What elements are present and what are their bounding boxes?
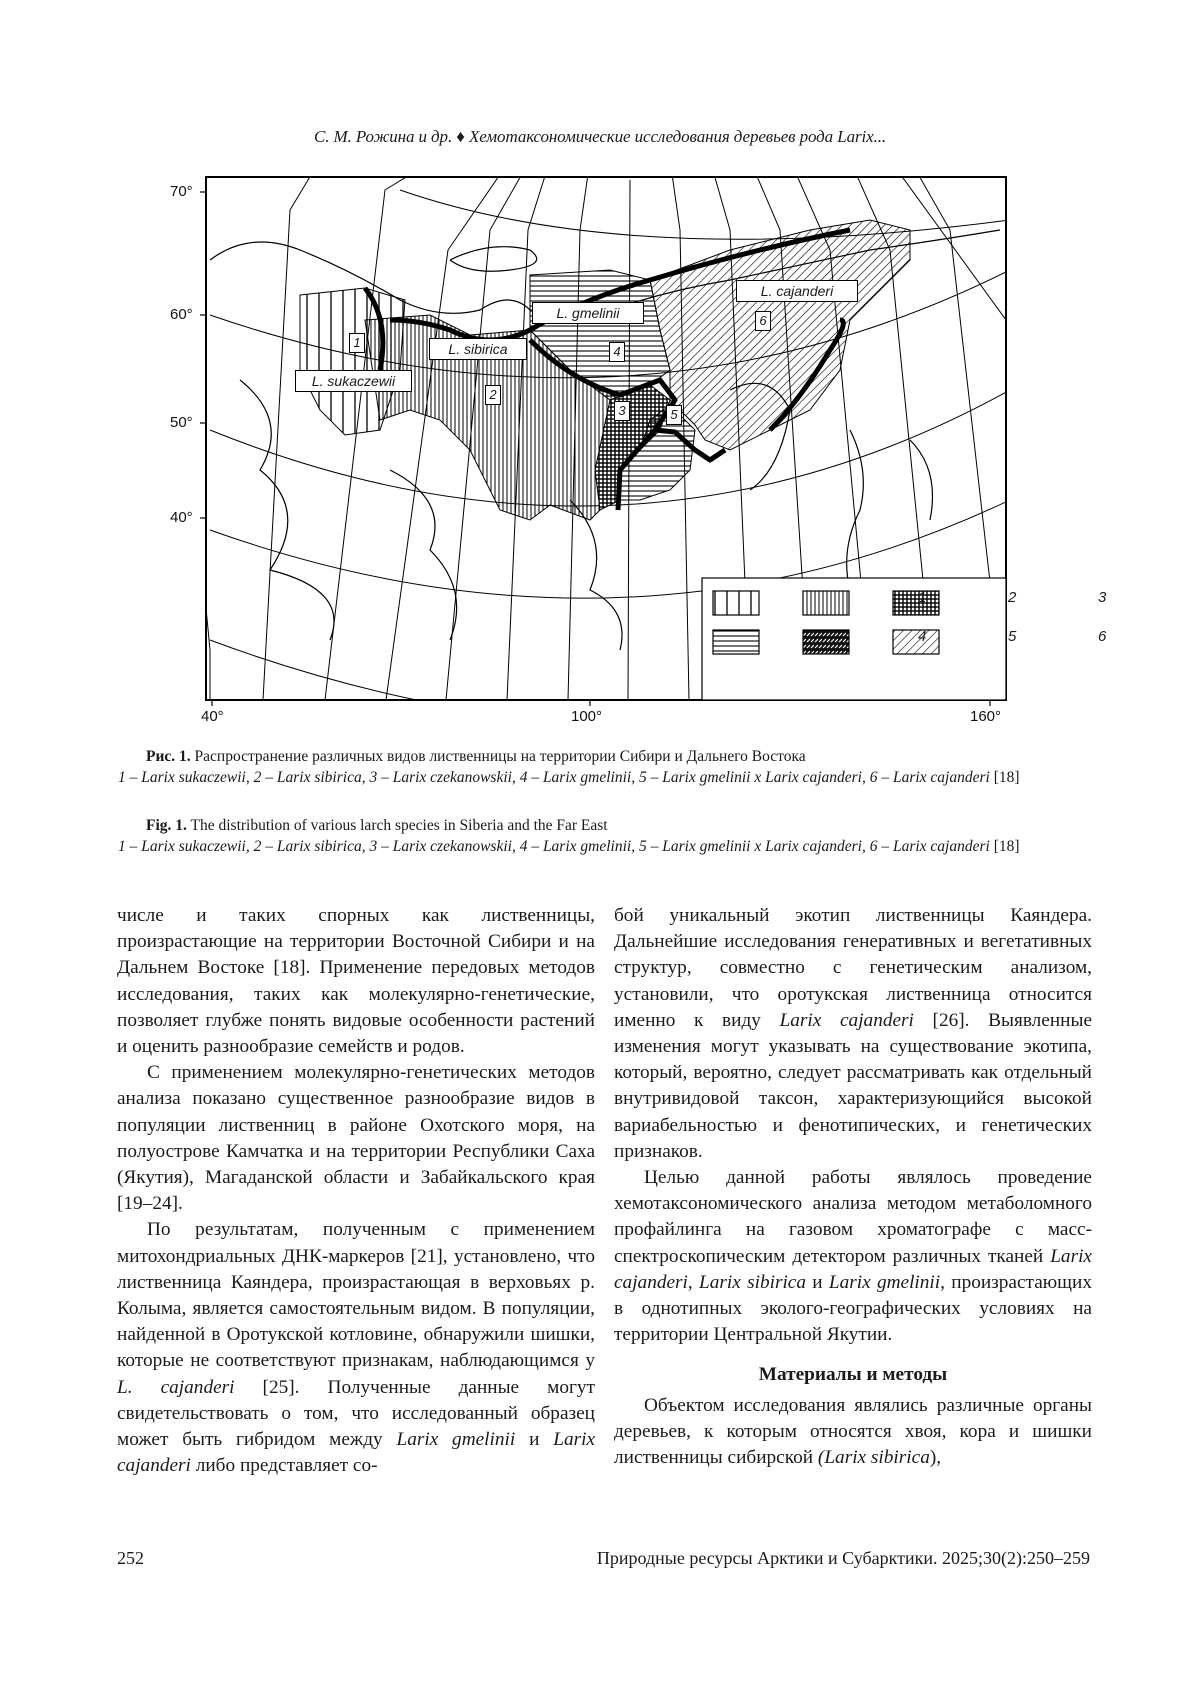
map-svg — [150, 170, 1050, 725]
species-name: Larix cajanderi — [614, 1245, 1092, 1293]
area-number-1: 1 — [349, 333, 365, 353]
region-label-sukaczewii: L. sukaczewii — [295, 370, 412, 392]
area-number-6: 6 — [755, 311, 771, 331]
text-run: Целью данной работы являлось проведение хемотаксономического анализа методом метаболомного профайлинга на газовом хроматографе с масс-спектроскопическим детектором различных тканей — [614, 1167, 1092, 1267]
legend — [702, 578, 1006, 700]
paragraph — [614, 1165, 1092, 1348]
legend-label-5: 5 — [1008, 628, 1017, 645]
legend-swatch-5 — [803, 630, 849, 654]
text-run: либо представляет со- — [190, 1455, 378, 1477]
text-run: бой уникальный экотип лиственницы Каяндера. Дальнейшие исследования генеративных и вегетативных структур, совместно с генетическим анализом, установили, что оротукская лиственница относится именно к виду — [614, 905, 1092, 1031]
area-number-5: 5 — [666, 405, 682, 425]
caption-ru-ref: [18] — [993, 769, 1020, 786]
caption-ru-title-line — [118, 746, 1088, 767]
body-column-right — [614, 903, 1092, 1471]
legend-swatch-1 — [713, 591, 759, 615]
latitude-label-40: 40° — [170, 509, 193, 526]
text-run: [25]. Полученные данные могут свидетельствовать о том, что исследованный образец может быть гибридом между — [117, 1376, 595, 1451]
running-head: С. М. Рожина и др. ♦ Хемотаксономические исследования деревьев рода Larix... — [313, 127, 887, 146]
area-number-2: 2 — [485, 385, 501, 405]
species-name: L. cajanderi — [117, 1376, 235, 1398]
legend-label-1: 1 — [918, 589, 927, 606]
legend-swatch-2 — [803, 591, 849, 615]
journal-citation: Природные ресурсы Арктики и Субарктики. 2025;30(2):250–259 — [596, 1548, 1090, 1568]
caption-ru-label: Рис. 1. — [146, 748, 191, 765]
figure-caption-en — [118, 815, 1088, 857]
caption-en-ref: [18] — [993, 838, 1020, 855]
species-name: (Larix sibirica — [817, 1447, 930, 1469]
paragraph: числе и таких спорных как лиственницы, произрастающие на территории Восточной Сибири и на Дальнем Востоке [18]. Применение передовых методов исследования, таких как молекулярно-генетические, позволяет глубже понять видовые особенности растений и оценить разнообразие семейств и родов. — [117, 905, 595, 1058]
paragraph — [117, 1217, 595, 1479]
species-name: Larix gmelinii — [396, 1429, 516, 1451]
longitude-label-160: 160° — [970, 708, 1002, 725]
legend-label-3: 3 — [1098, 589, 1107, 606]
legend-label-4: 4 — [918, 628, 927, 645]
legend-label-2: 2 — [1008, 589, 1017, 606]
paragraph: С применением молекулярно-генетических методов анализа показано существенное разнообразие видов в популяции лиственниц в районе Охотского моря, на полуострове Камчатка и на территории Республики Саха (Якутия), Магаданской области и Забайкальского края [19–24]. — [117, 1062, 595, 1215]
longitude-label-40: 40° — [201, 708, 224, 725]
text-run: и — [515, 1429, 554, 1451]
region-label-gmelinii: L. gmelinii — [532, 302, 644, 324]
region-label-cajanderi: L. cajanderi — [736, 280, 858, 302]
text-run: По результатам, полученным с применением митохондриальных ДНК-маркеров [21], установлено, что лиственница Каяндера, произрастающая в верховьях р. Колыма, является самостоятельным видом. В популяции, найденной в Оротукской котловине, обнаружили шишки, которые не соответствуют признакам, наблюдающимся у — [117, 1219, 595, 1372]
text-run: произрастающих в однотипных эколого-географических условиях на территории Центральной Якутии. — [614, 1271, 1092, 1346]
text-run: [26]. Выявленные изменения могут указывать на существование экотипа, который, вероятно, следует рассматривать как отдельный внутривидовой таксон, характеризующийся высокой вариабельностью и фенотипических, и генетических признаков. — [614, 1009, 1093, 1162]
longitude-label-100: 100° — [571, 708, 603, 725]
text-run: ), — [929, 1447, 942, 1469]
caption-en-title-line — [118, 815, 1088, 836]
species-name: Larix gmelinii, — [828, 1271, 945, 1293]
caption-en-species-line — [118, 836, 1088, 857]
species-name: Larix sibirica — [699, 1271, 806, 1293]
caption-en-label: Fig. 1. — [146, 817, 187, 834]
body-column-left — [117, 903, 595, 1479]
caption-en-title: The distribution of various larch species in Siberia and the Far East — [190, 817, 608, 834]
caption-ru-title: Распространение различных видов лиственницы на территории Сибири и Дальнего Востока — [194, 748, 806, 765]
region-label-sibirica: L. sibirica — [429, 338, 527, 360]
caption-ru-species: 1 – Larix sukaczewii, 2 – Larix sibirica, 3 – Larix czekanowskii, 4 – Larix gmelinii, 5 – Larix gmelinii x Larix cajanderi, 6 – Larix cajanderi — [118, 769, 990, 786]
figure-caption-ru — [118, 746, 1088, 788]
latitude-label-50: 50° — [170, 414, 193, 431]
latitude-label-70: 70° — [170, 183, 193, 200]
species-name: Larix cajanderi — [779, 1009, 914, 1031]
area-number-4: 4 — [609, 342, 625, 362]
legend-swatch-6 — [893, 630, 939, 654]
legend-swatch-3 — [893, 591, 939, 615]
text-run: , — [687, 1271, 700, 1293]
species-name: Larix cajanderi — [117, 1429, 596, 1477]
latitude-label-60: 60° — [170, 306, 193, 323]
text-run: и — [806, 1271, 829, 1293]
paragraph — [614, 1393, 1092, 1472]
legend-swatch-4 — [713, 630, 759, 654]
area-number-3: 3 — [614, 401, 630, 421]
figure-map — [150, 170, 1107, 725]
caption-en-species: 1 – Larix sukaczewii, 2 – Larix sibirica, 3 – Larix czekanowskii, 4 – Larix gmelinii, 5 – Larix gmelinii x Larix cajanderi, 6 – Larix cajanderi — [118, 838, 990, 855]
section-heading: Материалы и методы — [758, 1364, 948, 1386]
legend-label-6: 6 — [1098, 628, 1107, 645]
caption-ru-species-line — [118, 767, 1088, 788]
paragraph — [614, 903, 1092, 1165]
page-number: 252 — [117, 1548, 144, 1568]
text-run: Объектом исследования являлись различные органы деревьев, к которым относятся хвоя, кора и шишки лиственницы сибирской — [614, 1394, 1092, 1469]
